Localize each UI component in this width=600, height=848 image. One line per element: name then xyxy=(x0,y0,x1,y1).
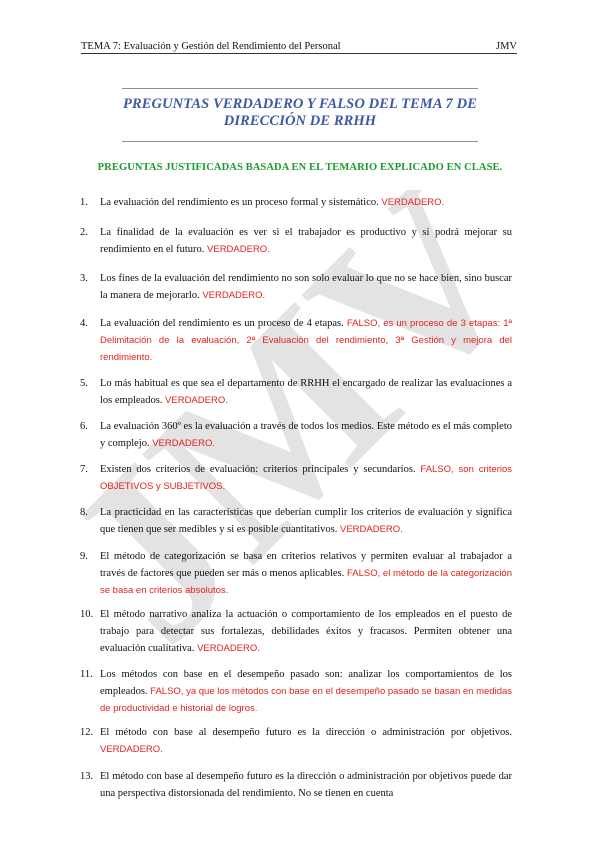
question-text: Los métodos con base en el desempeño pasado son: analizar los comportamientos de los empleados. xyxy=(100,669,512,697)
header-title: TEMA 7: Evaluación y Gestión del Rendimiento del Personal xyxy=(81,41,341,52)
question-text: La practicidad en las características que deberían cumplir los criterios de evaluación y significa que tienen que ser medibles y si es posible cuantitativos. xyxy=(100,507,512,535)
question-text: El método de categorización se basa en criterios relativos y permiten evaluar al trabajador a través de factores que pueden ser más o menos aplicables. xyxy=(100,551,512,579)
question-answer: VERDADERO. xyxy=(165,395,228,406)
question-number: 5. xyxy=(80,378,88,389)
question-number: 3. xyxy=(80,273,88,284)
question-number: 10. xyxy=(80,609,94,620)
question-item xyxy=(80,194,512,211)
question-text: Existen dos criterios de evaluación: criterios principales y secundarios. xyxy=(100,464,416,475)
question-number: 12. xyxy=(80,727,94,738)
question-answer: FALSO, el método de la categorización se basa en criterios absolutos. xyxy=(100,568,513,596)
question-number: 2. xyxy=(80,227,88,238)
question-item xyxy=(80,375,512,409)
question-number: 6. xyxy=(80,421,88,432)
question-text: La evaluación del rendimiento es un proceso formal y sistemático. xyxy=(100,197,379,208)
question-answer: FALSO, son criterios OBJETIVOS y SUBJETIVOS. xyxy=(100,464,512,492)
watermark-text: JMV xyxy=(70,190,530,650)
question-text: La evaluación del rendimiento es un proceso de 4 etapas. xyxy=(100,318,344,329)
question-number: 1. xyxy=(80,197,88,208)
question-answer: VERDADERO. xyxy=(340,524,403,535)
question-item xyxy=(80,504,512,538)
question-item xyxy=(80,461,512,495)
question-item xyxy=(80,724,512,758)
header-author: JMV xyxy=(495,41,517,52)
question-item xyxy=(80,270,512,304)
question-text: Lo más habitual es que sea el departamento de RRHH el encargado de realizar las evaluaciones a los empleados. xyxy=(100,378,512,406)
question-item xyxy=(80,606,512,657)
question-item xyxy=(80,224,512,258)
section-subtitle: PREGUNTAS JUSTIFICADAS BASADA EN EL TEMARIO EXPLICADO EN CLASE. xyxy=(97,162,503,173)
question-item xyxy=(80,548,513,599)
question-item xyxy=(80,418,512,452)
question-answer: VERDADERO. xyxy=(207,244,270,255)
question-item xyxy=(80,768,512,802)
question-answer: VERDADERO. xyxy=(381,197,445,208)
question-item xyxy=(80,666,513,717)
question-text: El método narrativo analiza la actuación o comportamiento de los empleados en el puesto de trabajo para detectar sus fortalezas, debilidades éxitos y fracasos. Permiten obtener una evaluación cualitativa. xyxy=(100,609,512,654)
question-text: El método con base al desempeño futuro es la dirección o administración por objetivos. xyxy=(100,727,512,738)
question-text: Los fines de la evaluación del rendimiento no son solo evaluar lo que no se hace bien, sino buscar la manera de mejorarlo. xyxy=(100,273,512,301)
question-answer: VERDADERO. xyxy=(152,438,216,449)
question-answer: VERDADERO. xyxy=(100,744,163,755)
question-number: 7. xyxy=(80,464,88,475)
title-line-2: DIRECCIÓN DE RRHH xyxy=(223,113,377,129)
question-number: 4. xyxy=(80,318,88,329)
question-item xyxy=(80,315,513,366)
question-text: La evaluación 360º es la evaluación a través de todos los medios. Este método es el más completo y complejo. xyxy=(100,421,512,449)
question-answer: FALSO, ya que los métodos con base en el desempeño pasado se basan en medidas de productividad e historial de logros. xyxy=(100,686,513,714)
question-number: 11. xyxy=(80,669,93,680)
title-line-1: PREGUNTAS VERDADERO Y FALSO DEL TEMA 7 DE xyxy=(123,96,477,112)
question-number: 13. xyxy=(80,771,94,782)
question-number: 9. xyxy=(80,551,88,562)
question-answer: VERDADERO. xyxy=(197,643,260,654)
question-answer: VERDADERO. xyxy=(202,290,266,301)
question-text: La finalidad de la evaluación es ver si el trabajador es productivo y si podrá mejorar su rendimiento en el futuro. xyxy=(100,227,512,255)
question-number: 8. xyxy=(80,507,88,518)
question-text: El método con base al desempeño futuro es la dirección o administración por objetivos puede dar una perspectiva distorsionada del rendimiento. No se tienen en cuenta xyxy=(100,771,512,799)
question-answer: FALSO, es un proceso de 3 etapas: 1ª Delimitación de la evaluación, 2ª Evaluación del rendimiento, 3ª Gestión y mejora del rendimiento. xyxy=(100,318,513,363)
